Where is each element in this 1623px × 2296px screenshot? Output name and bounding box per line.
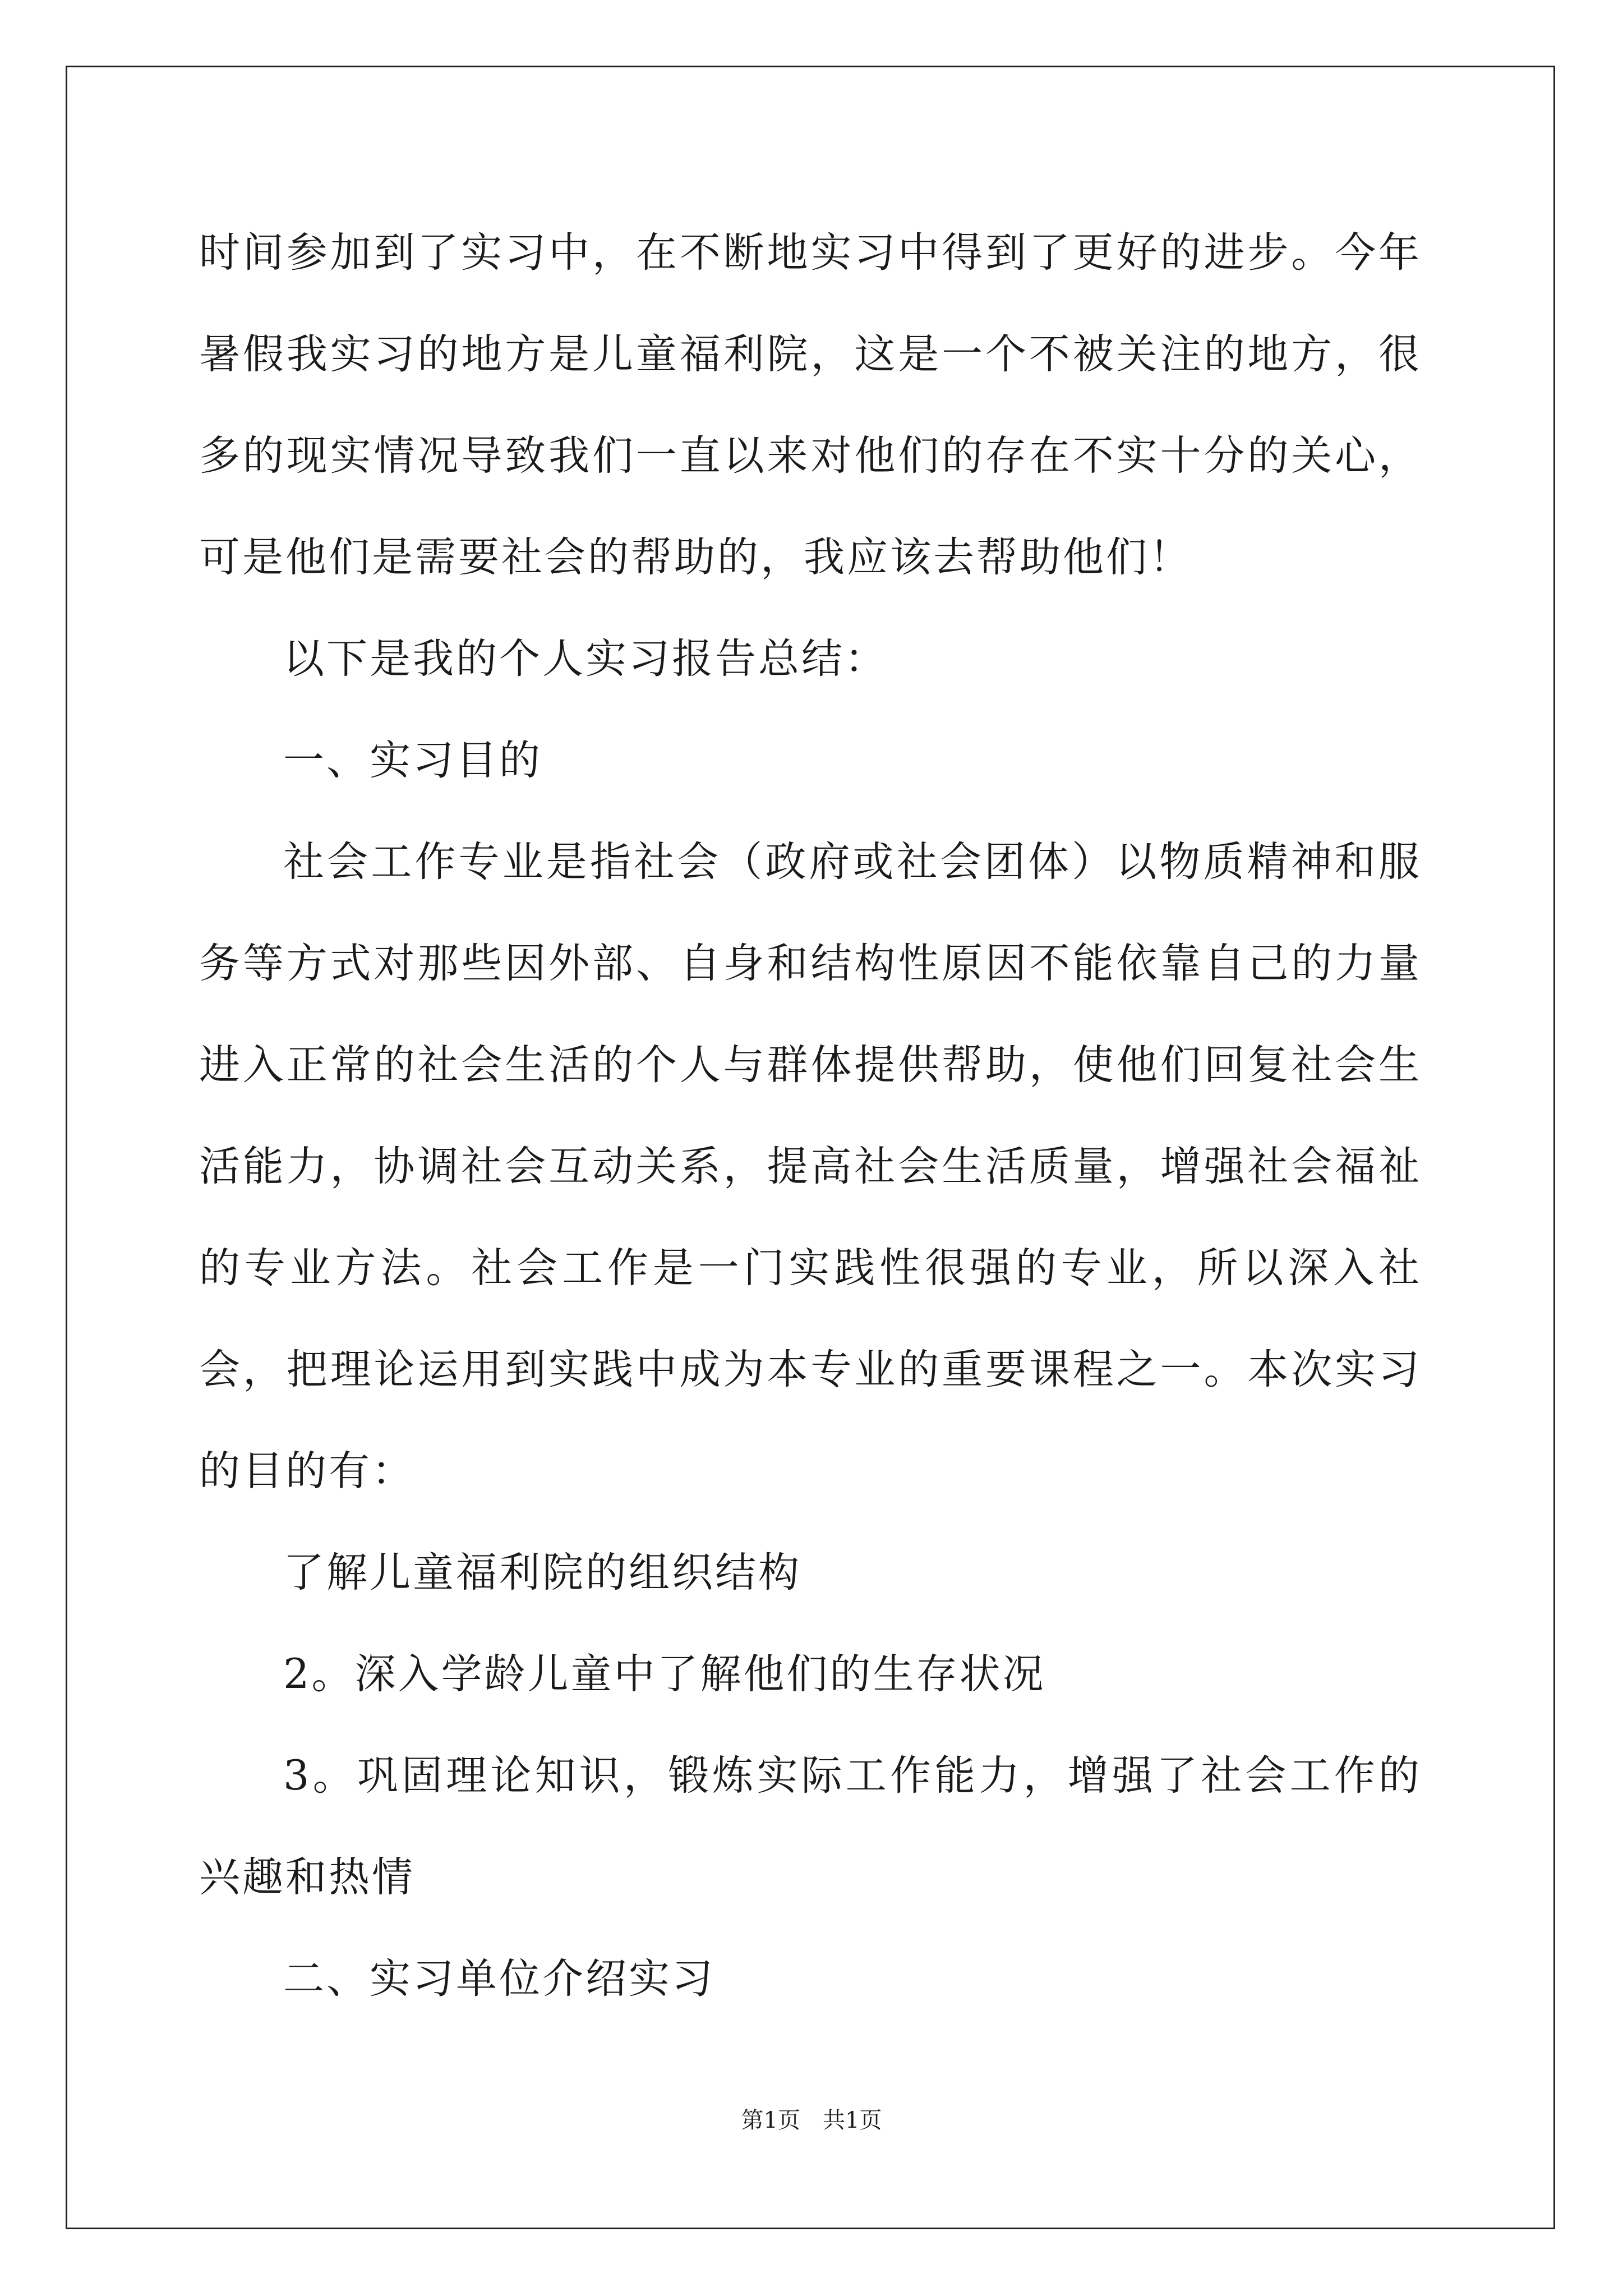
list-item-3: 3。巩固理论知识，锻炼实际工作能力，增强了社会工作的兴趣和热情 <box>199 1752 1422 1901</box>
section-heading-1: 一、实习目的 <box>283 737 542 784</box>
paragraph-1: 时间参加到了实习中，在不断地实习中得到了更好的进步。今年暑假我实习的地方是儿童福利院，这是一个不被关注的地方，很多的现实情况导致我们一直以来对他们的存在不实十分的关心，可是他们是需要社会的帮助的，我应该去帮助他们！ <box>199 229 1422 581</box>
paragraph-3: 社会工作专业是指社会（政府或社会团体）以物质精神和服务等方式对那些因外部、自身和结构性原因不能依靠自己的力量进入正常的社会生活的个人与群体提供帮助，使他们回复社会生活能力，协调社会互动关系，提高社会生活质量，增强社会福祉的专业方法。社会工作是一门实践性很强的专业，所以深入社会，把理论运用到实践中成为本专业的重要课程之一。本次实习的目的有： <box>199 838 1422 1495</box>
document-body <box>199 202 1422 2030</box>
list-item-2: 2。深入学龄儿童中了解他们的生存状况 <box>283 1650 1046 1698</box>
section-heading-2: 二、实习单位介绍实习 <box>283 1955 715 2003</box>
list-item-1: 了解儿童福利院的组织结构 <box>283 1549 801 1596</box>
page-footer: 第1页 共1页 <box>741 2108 882 2133</box>
paragraph-2: 以下是我的个人实习报告总结： <box>283 635 888 683</box>
